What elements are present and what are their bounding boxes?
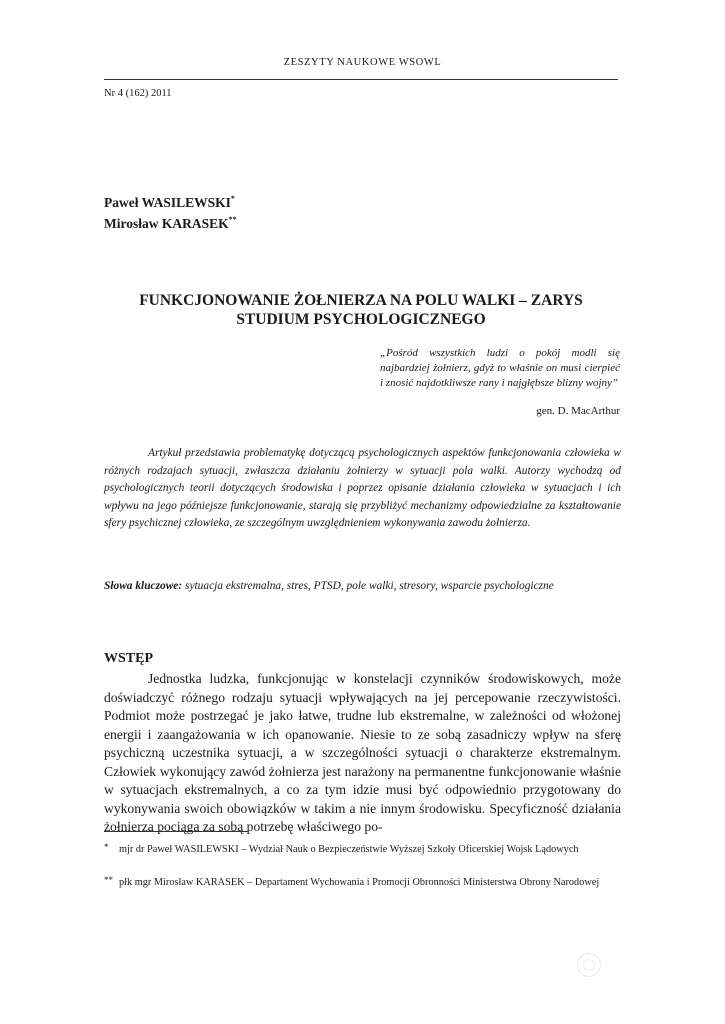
author-1-mark: *	[230, 194, 235, 203]
issue-number: Nr 4 (162) 2011	[104, 88, 172, 99]
section-heading: WSTĘP	[104, 651, 154, 666]
author-2-name: Mirosław KARASEK	[104, 216, 229, 231]
epigraph-quote: „Pośród wszystkich ludzi o pokój modli się najbardziej żołnierz, gdyż to właśnie on musi cierpieć i znosić najdotkliwsze rany i najgłębsze blizny wojny”	[380, 347, 620, 389]
journal-title: ZESZYTY NAUKOWE WSOWL	[283, 57, 442, 68]
keywords	[104, 578, 621, 596]
author-1	[104, 190, 237, 211]
footnote-separator	[104, 831, 248, 832]
footnote-2	[104, 876, 621, 891]
author-list	[104, 190, 237, 232]
author-2	[104, 211, 237, 232]
article-title: FUNKCJONOWANIE ŻOŁNIERZA NA POLU WALKI – ZARYS STUDIUM PSYCHOLOGICZNEGO	[139, 292, 583, 328]
keywords-text: sytuacja ekstremalna, stres, PTSD, pole walki, stresory, wsparcie psychologiczne	[185, 580, 554, 592]
epigraph-author: gen. D. MacArthur	[536, 405, 620, 417]
keywords-label: Słowa kluczowe:	[104, 580, 183, 592]
footnote-1	[104, 843, 621, 858]
footnote-2-text: płk mgr Mirosław KARASEK – Departament Wychowania i Promocji Obronności Ministerstwa Obrony Narodowej	[119, 877, 600, 888]
author-1-name: Paweł WASILEWSKI	[104, 195, 231, 210]
body-paragraph: Jednostka ludzka, funkcjonując w konstelacji czynników środowiskowych, może doświadczyć różnego rodzaju sytuacji wpływających na jej percepowanie rzeczywistości. Podmiot może postrzegać je jako łatwe, trudne lub ekstremalne, w zależności od włożonej energii i zaangażowania w ich opanowanie. Niesie to ze sobą zasadniczy wpływ na sferę psychiczną uczestnika sytuacji, a w szczególności sytuacji o charakterze ekstremalnym. Człowiek wykonujący zawód żołnierza jest narażony na permanentne funkcjonowanie właśnie w sytuacjach ekstremalnych, a co za tym idzie musi być odpowiednio przygotowany do wykonywania swoich obowiązków w takim a nie innym środowisku. Specyficzność działania żołnierza pociąga za sobą potrzebę właściwego po-	[104, 671, 621, 834]
watermark-icon	[577, 953, 601, 977]
header-rule	[104, 79, 618, 80]
footnote-1-mark: *	[104, 842, 109, 852]
footnote-2-mark: **	[104, 875, 113, 885]
author-2-mark: **	[228, 215, 237, 224]
abstract: Artykuł przedstawia problematykę dotyczącą psychologicznych aspektów funkcjonowania człowieka w różnych rodzajach sytuacji, zwłaszcza działaniu żołnierzy w sytuacji pola walki. Autorzy wychodzą od psychologicznych teorii dotyczących środowiska i poprzez opisanie działania człowieka w sytuacjach i ich wpływu na jego późniejsze funkcjonowanie, starają się przybliżyć mechanizmy odpowiedzialne za kształtowanie sfery psychicznej człowieka, ze szczególnym uwzględnieniem wykonywania zawodu żołnierza.	[104, 447, 621, 530]
footnote-1-text: mjr dr Paweł WASILEWSKI – Wydział Nauk o Bezpieczeństwie Wyższej Szkoły Oficerskiej Wojsk Lądowych	[119, 844, 579, 855]
